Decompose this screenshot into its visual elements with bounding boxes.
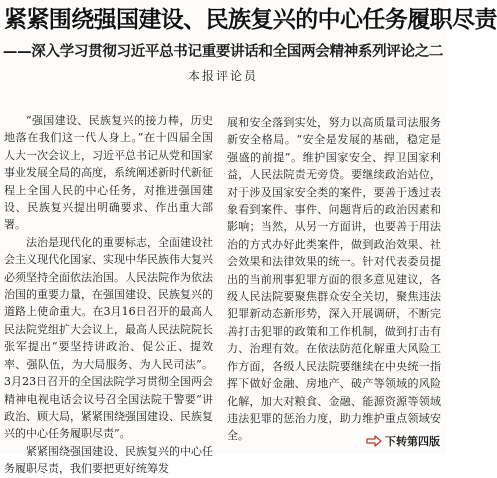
article-column-left xyxy=(4,112,213,478)
article-column-right xyxy=(227,114,441,445)
paragraph: 法治是现代化的重要标志，全面建设社会主义现代化国家、实现中华民族伟大复兴必须坚持全面依法治国。人民法院作为依法治国的重要力量，在强国建设、民族复兴的道路上使命重大。在3月16日召开的最高人民法院党组扩大会议上，最高人民法院院长张军提出“要坚持讲政治、促公正、提效率、强队伍，为大局服务、为人民司法”。3月23日召开的全国法院学习贯彻全国两会精神电视电话会议号召全国法院干警要“讲政治、顾大局，紧紧围绕强国建设、民族复兴的中心任务履职尽责”。 xyxy=(4,235,213,441)
continued-on-page-label: 下转第四版 xyxy=(385,435,440,448)
paragraph: 紧紧围绕强国建设、民族复兴的中心任务履职尽责，我们要把更好统筹发 xyxy=(4,444,213,476)
byline: 本报评论员 xyxy=(187,69,258,83)
arrow-right-icon xyxy=(366,435,382,447)
headline: 紧紧围绕强国建设、民族复兴的中心任务履职尽责 xyxy=(4,7,497,33)
subtitle: ——深入学习贯彻习近平总书记重要讲话和全国两会精神系列评论之二 xyxy=(2,44,444,60)
continued-on-page[interactable] xyxy=(366,432,440,450)
paragraph: “强国建设、民族复兴的接力棒，历史地落在我们这一代人身上。”在十四届全国人大一次会议上，习近平总书记从党和国家事业发展全局的高度，系统阐述新时代新征程上全国人民的中心任务，对推进强国建设、民族复兴提出明确要求、作出重大部署。 xyxy=(4,114,213,232)
paragraph: 展和安全落到实处，努力以高质量司法服务新安全格局。“安全是发展的基础，稳定是强盛的前提”。维护国家安全、捍卫国家利益，人民法院责无旁贷。要继续政治站位，对于涉及国家安全类的案件，要善于透过表象看到案件、事件、问题背后的政治因素和影响；当然，从另一方面讲，也要善于用法治的方式办好此类案件，做到政治效果、社会效果和法律效果的统一。针对代表委员提出的当前刑事犯罪方面的很多意见建议，各级人民法院要聚焦群众安全关切，聚焦违法犯罪新动态新形势，深入开展调研，不断完善打击犯罪的政策和工作机制，做到打击有力、治理有效。在依法防范化解重大风险工作方面，各级人民法院要继续在中央统一指挥下做好金融、房地产、破产等领域的风险化解，加大对粮食、金融、能源资源等领域违法犯罪的惩治力度，助力维护重点领域安全。 xyxy=(227,116,441,443)
